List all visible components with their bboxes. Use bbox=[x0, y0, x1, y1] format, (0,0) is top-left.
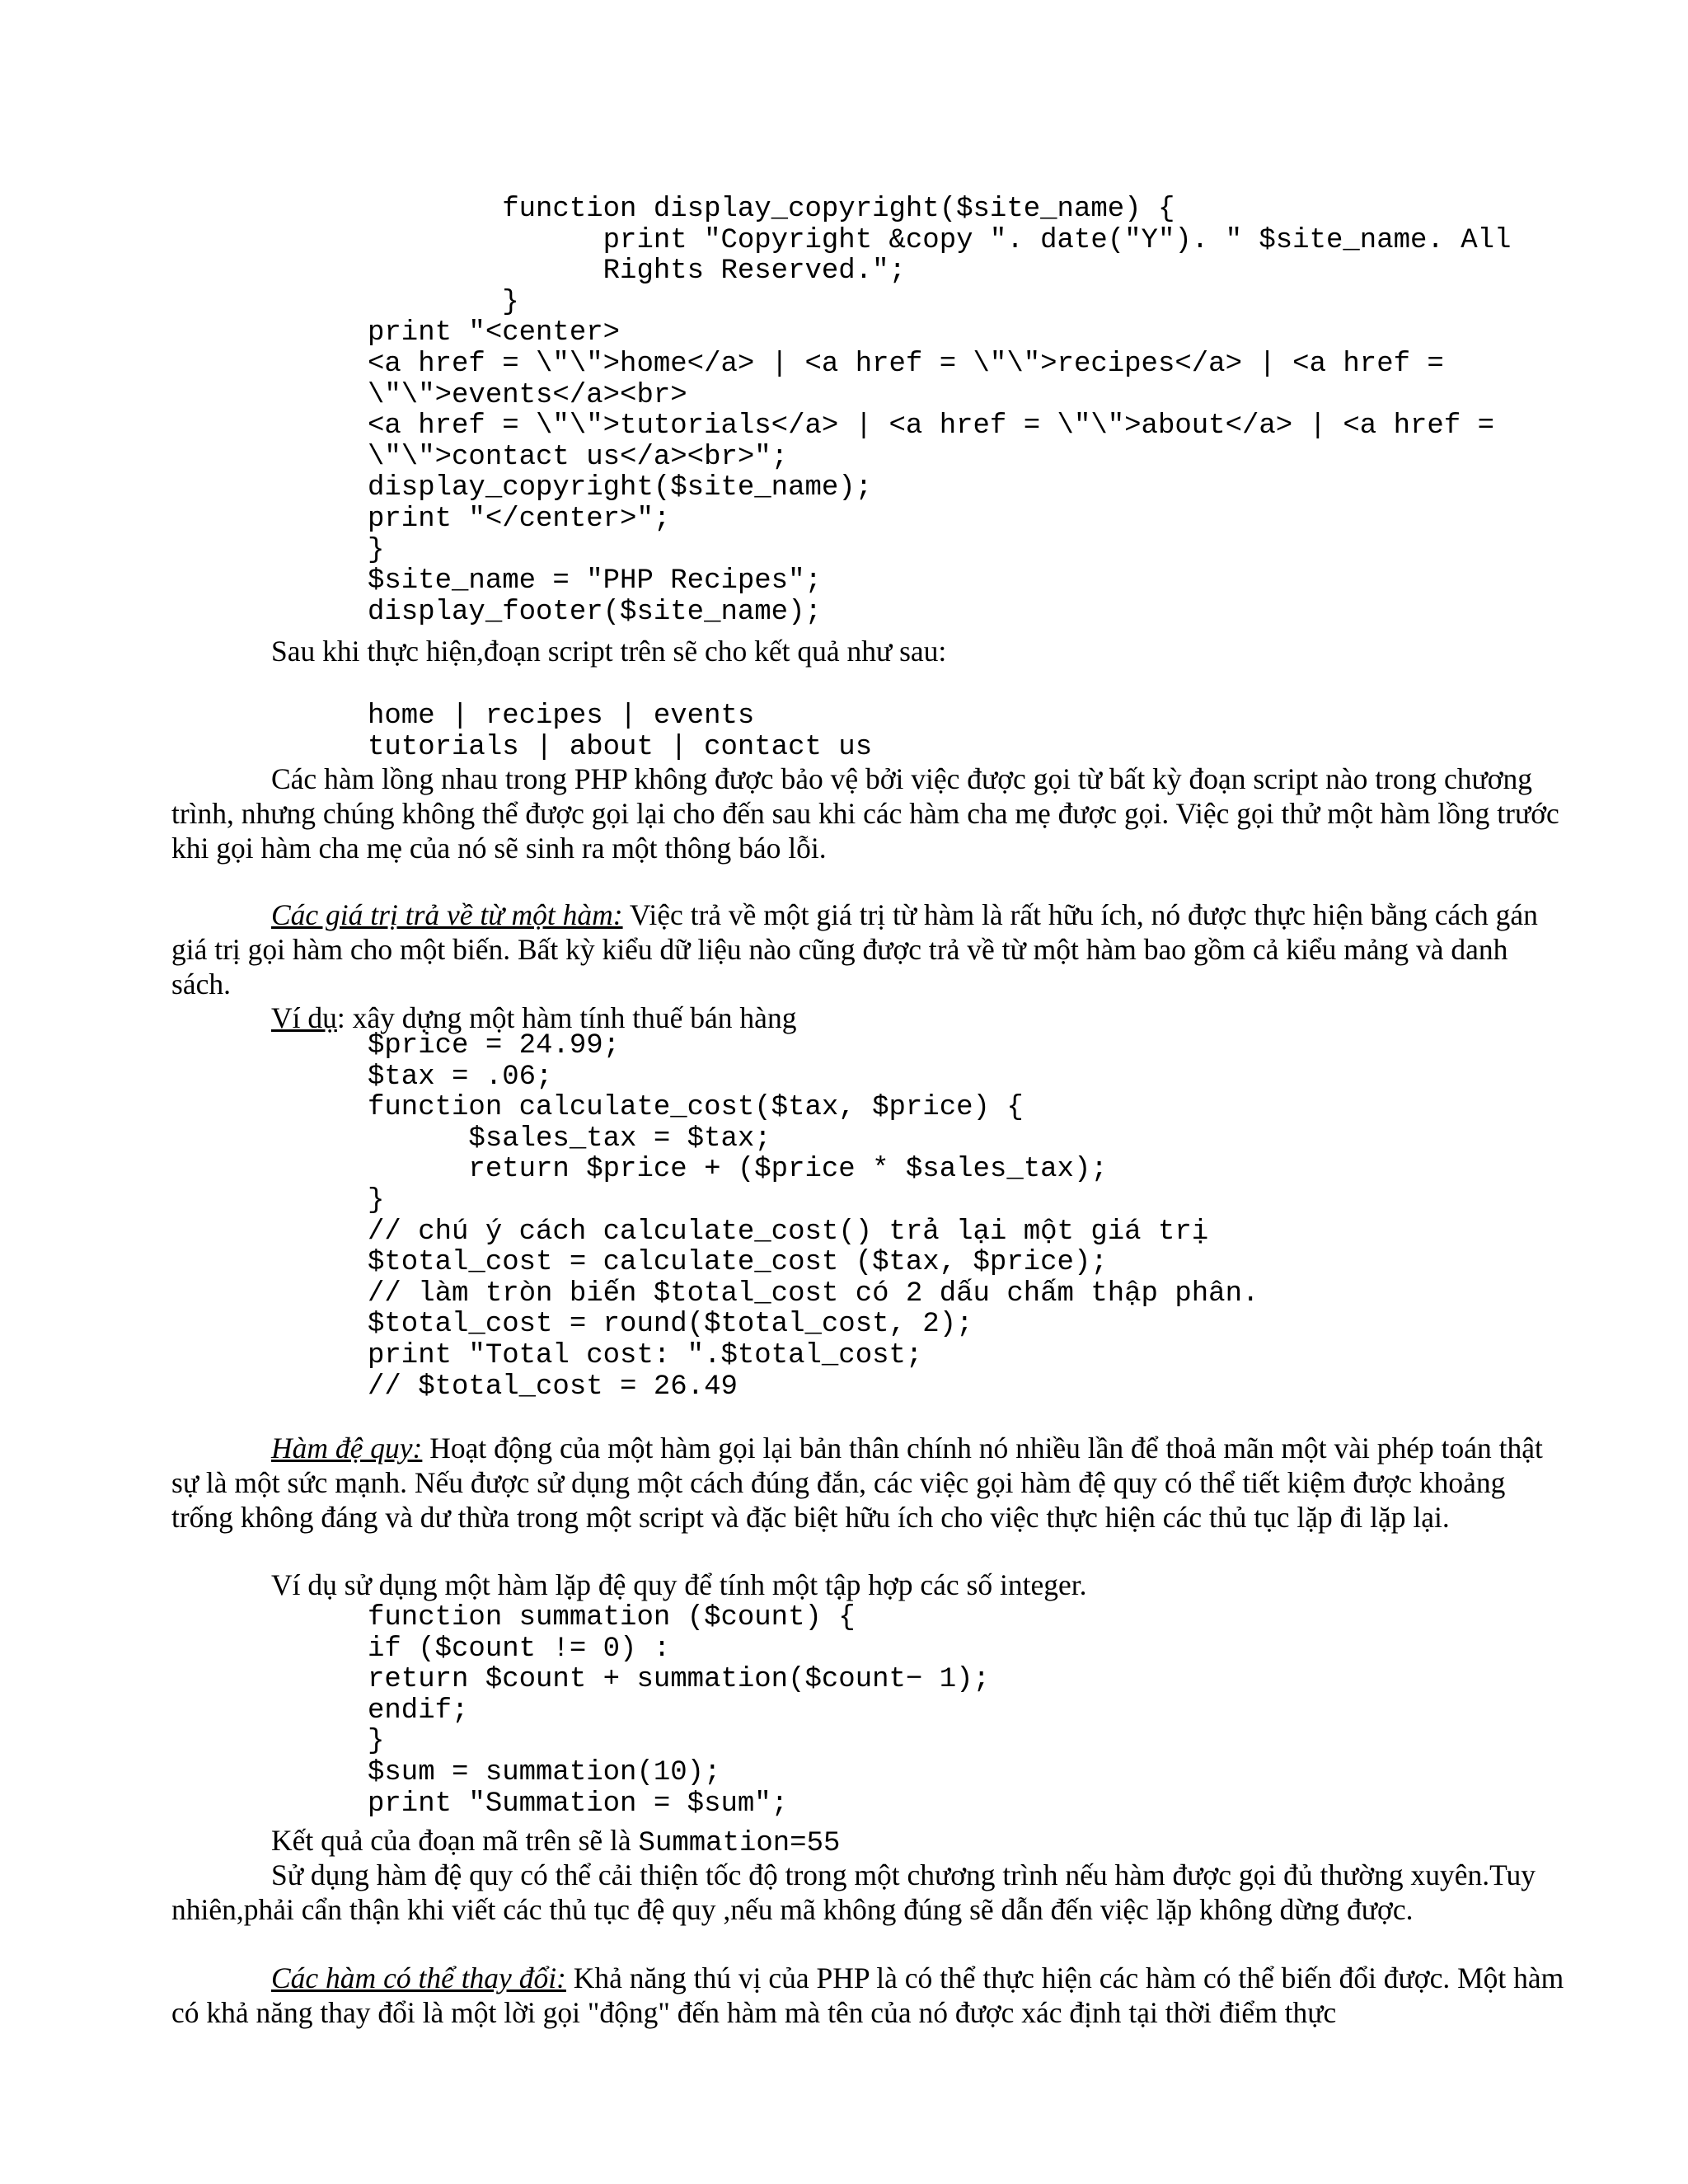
summation-result-line: Kết quả của đoạn mã trên sẽ là Summation=55 bbox=[271, 1824, 841, 1859]
return-values-heading: Các giá trị trả về từ một hàm: bbox=[271, 898, 623, 931]
code-block-footer-function: function display_copyright($site_name) { print "Copyright &copy ". date("Y"). " $site_name. All Rights Reserved."; } print "<center> <a href = \"\">home</a> | <a href = \"\">recipes</a> | <a href = \"\">events</a><br> <a href = \"\">tutorials</a> | <a href = \"\">about</a> | <a href = \"\">contact us</a><br>"; display_copyright($site_name); print "</center>"; } $site_name = "PHP Recipes"; display_footer($site_name); bbox=[368, 194, 1512, 628]
recursion-example-intro: Ví dụ sử dụng một hàm lặp đệ quy để tính một tập hợp các số integer. bbox=[271, 1568, 1087, 1601]
code-block-summation: function summation ($count) { if ($count != 0) : return $count + summation($count− 1); endif; } $sum = summation(10); print "Summation = $sum"; bbox=[368, 1602, 990, 1820]
recursion-note-paragraph: Sử dụng hàm đệ quy có thể cải thiện tốc độ trong một chương trình nếu hàm được gọi đủ thường xuyên.Tuy nhiên,phải cẩn thận khi viết các thủ tục đệ quy ,nếu mã không đúng sẽ dẫn đến việc lặp không dừng được. bbox=[171, 1858, 1536, 1926]
result-intro-text: Sau khi thực hiện,đoạn script trên sẽ cho kết quả như sau: bbox=[271, 635, 947, 668]
code-block-sales-tax: $price = 24.99; $tax = .06; function calculate_cost($tax, $price) { $sales_tax = $tax; return $price + ($price * $sales_tax); } // chú ý cách calculate_cost() trả lại một giá trị $total_cost = calculate_cost ($tax, $price); // làm tròn biến $total_cost có 2 dấu chấm thập phân. $total_cost = round($total_cost, 2); print "Total cost: ".$total_cost; // $total_cost = 26.49 bbox=[368, 1030, 1259, 1403]
nested-functions-paragraph: Các hàm lồng nhau trong PHP không được bảo vệ bởi việc được gọi từ bất kỳ đoạn script nào trong chương trình, nhưng chúng không thể được gọi lại cho đến sau khi các hàm cha mẹ được gọi. Việc gọi thử một hàm lồng trước khi gọi hàm cha mẹ của nó sẽ sinh ra một thông báo lỗi. bbox=[171, 762, 1559, 865]
example-intro-line: Ví dụ: xây dựng một hàm tính thuế bán hàng bbox=[271, 1001, 797, 1034]
variable-functions-heading: Các hàm có thể thay đổi: bbox=[271, 1961, 566, 1994]
recursion-heading: Hàm đệ quy: bbox=[271, 1432, 423, 1465]
recursion-paragraph: Hàm đệ quy: Hoạt động của một hàm gọi lại bản thân chính nó nhiều lần để thoả mãn một vài phép toán thật sự là một sức mạnh. Nếu được sử dụng một cách đúng đắn, các việc gọi hàm đệ quy có thể tiết kiệm được khoảng trống không đáng và dư thừa trong một script và đặc biệt hữu ích cho việc thực hiện các thủ tục lặp đi lặp lại. bbox=[171, 1432, 1543, 1534]
return-values-paragraph: Các giá trị trả về từ một hàm: Việc trả về một giá trị từ hàm là rất hữu ích, nó được thực hiện bằng cách gán giá trị gọi hàm cho một biến. Bất kỳ kiểu dữ liệu nào cũng được trả về từ một hàm bao gồm cả kiểu mảng và danh sách. bbox=[171, 898, 1538, 1001]
summation-result-code: Summation=55 bbox=[638, 1828, 841, 1859]
variable-functions-paragraph: Các hàm có thể thay đổi: Khả năng thú vị của PHP là có thể thực hiện các hàm có thể biến đổi được. Một hàm có khả năng thay đổi là một lời gọi "động" đến hàm mà tên của nó được xác định tại thời điểm thực bbox=[171, 1961, 1564, 2029]
code-output-block: home | recipes | events tutorials | about | contact us bbox=[368, 701, 873, 763]
example-label: Ví dụ bbox=[271, 1001, 337, 1034]
